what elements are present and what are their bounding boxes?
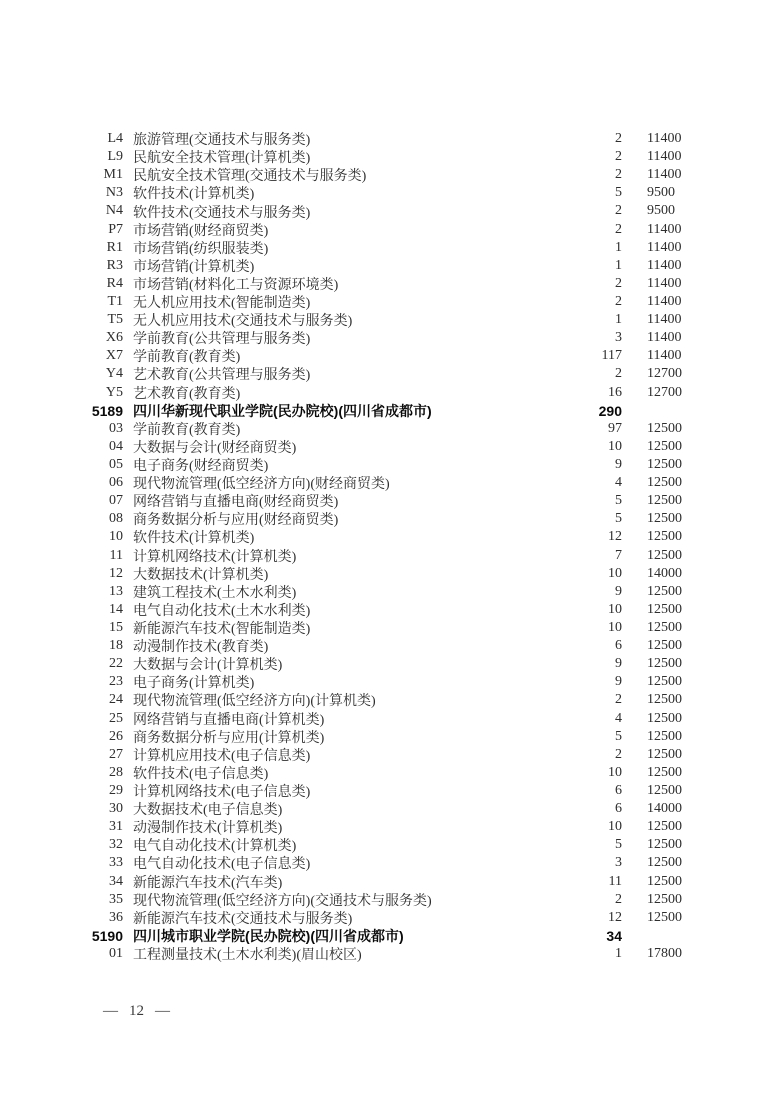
major-code: N4 xyxy=(105,203,123,219)
major-code: R3 xyxy=(106,257,123,273)
plan-count: 2 xyxy=(615,294,622,310)
major-name: 商务数据分析与应用(财经商贸类) xyxy=(133,513,339,529)
major-code: T5 xyxy=(107,312,123,328)
major-code: 08 xyxy=(109,511,123,527)
major-code: 22 xyxy=(109,656,123,672)
major-code: Y4 xyxy=(105,366,123,382)
plan-count: 2 xyxy=(615,891,622,907)
plan-count: 6 xyxy=(615,782,622,798)
major-name: 现代物流管理(低空经济方向)(财经商贸类) xyxy=(133,477,390,493)
major-name: 艺术教育(教育类) xyxy=(133,386,241,402)
major-code: R4 xyxy=(106,275,123,291)
table-row xyxy=(87,438,700,456)
major-code: 29 xyxy=(109,782,123,798)
major-code: 04 xyxy=(109,438,123,454)
school-name: 四川城市职业学院(民办院校)(四川省成都市) xyxy=(133,927,404,944)
tuition-fee: 11400 xyxy=(647,312,682,328)
school-header-row xyxy=(87,927,700,945)
plan-count: 1 xyxy=(615,239,622,255)
tuition-fee: 11400 xyxy=(647,149,682,165)
table-row xyxy=(87,365,700,383)
table-row xyxy=(87,818,700,836)
major-code: 06 xyxy=(109,475,123,491)
plan-count: 4 xyxy=(615,475,622,491)
plan-count: 5 xyxy=(615,837,622,853)
school-name: 四川华新现代职业学院(民办院校)(四川省成都市) xyxy=(133,402,432,419)
major-code: 33 xyxy=(109,855,123,871)
table-row xyxy=(87,764,700,782)
major-name: 建筑工程技术(土木水利类) xyxy=(133,585,297,601)
school-total-count: 34 xyxy=(606,927,622,944)
tuition-fee: 12500 xyxy=(647,438,682,454)
major-code: 12 xyxy=(109,565,123,581)
table-row xyxy=(87,166,700,184)
major-name: 无人机应用技术(交通技术与服务类) xyxy=(133,314,353,330)
major-name: 网络营销与直播电商(财经商贸类) xyxy=(133,495,339,511)
major-code: 36 xyxy=(109,909,123,925)
tuition-fee: 11400 xyxy=(647,221,682,237)
plan-count: 1 xyxy=(615,312,622,328)
school-total-count: 290 xyxy=(598,402,622,419)
tuition-fee: 12500 xyxy=(647,782,682,798)
table-row xyxy=(87,221,700,239)
table-row xyxy=(87,239,700,257)
plan-count: 6 xyxy=(615,638,622,654)
tuition-fee: 12500 xyxy=(647,855,682,871)
major-code: 11 xyxy=(109,547,123,563)
plan-count: 2 xyxy=(615,221,622,237)
plan-count: 9 xyxy=(615,457,622,473)
table-row xyxy=(87,184,700,202)
plan-count: 12 xyxy=(608,529,622,545)
plan-count: 10 xyxy=(608,601,622,617)
table-row xyxy=(87,148,700,166)
major-name: 旅游管理(交通技术与服务类) xyxy=(133,133,311,149)
major-name: 电子商务(财经商贸类) xyxy=(133,459,269,475)
major-name: 大数据与会计(计算机类) xyxy=(133,658,283,674)
major-name: 动漫制作技术(计算机类) xyxy=(133,821,283,837)
tuition-fee: 12500 xyxy=(647,656,682,672)
major-name: 计算机应用技术(电子信息类) xyxy=(133,748,311,764)
plan-count: 4 xyxy=(615,710,622,726)
plan-count: 5 xyxy=(615,511,622,527)
major-code: X6 xyxy=(105,330,123,346)
plan-count: 2 xyxy=(615,131,622,147)
table-row xyxy=(87,257,700,275)
tuition-fee: 12500 xyxy=(647,511,682,527)
plan-count: 5 xyxy=(615,728,622,744)
plan-count: 1 xyxy=(615,257,622,273)
major-name: 计算机网络技术(电子信息类) xyxy=(133,785,311,800)
major-name: 市场营销(材料化工与资源环境类) xyxy=(133,277,339,293)
plan-count: 117 xyxy=(601,348,622,364)
plan-count: 2 xyxy=(615,692,622,708)
major-code: 32 xyxy=(109,837,123,853)
table-row xyxy=(87,528,700,546)
major-name: 新能源汽车技术(交通技术与服务类) xyxy=(133,911,353,927)
major-name: 电气自动化技术(计算机类) xyxy=(133,839,297,855)
tuition-fee: 12500 xyxy=(647,529,682,545)
major-name: 学前教育(公共管理与服务类) xyxy=(133,332,311,348)
table-row xyxy=(87,710,700,728)
major-name: 现代物流管理(低空经济方向)(交通技术与服务类) xyxy=(133,893,432,909)
tuition-fee: 12500 xyxy=(647,583,682,599)
major-code: 25 xyxy=(109,710,123,726)
major-name: 艺术教育(公共管理与服务类) xyxy=(133,368,311,384)
tuition-fee: 12500 xyxy=(647,837,682,853)
tuition-fee: 12500 xyxy=(647,819,682,835)
plan-count: 11 xyxy=(608,873,622,889)
footer-right-dash: — xyxy=(155,1003,170,1019)
major-name: 大数据技术(电子信息类) xyxy=(133,803,283,819)
major-name: 市场营销(计算机类) xyxy=(133,259,255,275)
major-name: 现代物流管理(低空经济方向)(计算机类) xyxy=(133,694,376,710)
table-row xyxy=(87,728,700,746)
table-row xyxy=(87,583,700,601)
plan-count: 7 xyxy=(615,547,622,563)
table-row xyxy=(87,492,700,510)
table-row xyxy=(87,655,700,673)
plan-count: 9 xyxy=(615,674,622,690)
major-code: 24 xyxy=(109,692,123,708)
table-row xyxy=(87,782,700,800)
major-code: 03 xyxy=(109,420,123,436)
tuition-fee: 9500 xyxy=(647,185,675,201)
table-row xyxy=(87,311,700,329)
major-code: 31 xyxy=(109,819,123,835)
plan-count: 12 xyxy=(608,909,622,925)
major-name: 商务数据分析与应用(计算机类) xyxy=(133,730,325,746)
table-row xyxy=(87,474,700,492)
table-row xyxy=(87,746,700,764)
major-name: 大数据技术(计算机类) xyxy=(133,567,269,583)
tuition-fee: 12500 xyxy=(647,547,682,563)
tuition-fee: 11400 xyxy=(647,330,682,346)
major-code: 34 xyxy=(109,873,123,889)
major-code: 14 xyxy=(109,601,123,617)
plan-count: 10 xyxy=(608,620,622,635)
major-code: X7 xyxy=(105,348,123,364)
plan-count: 5 xyxy=(615,185,622,201)
major-name: 计算机网络技术(计算机类) xyxy=(133,549,297,565)
major-name: 新能源汽车技术(智能制造类) xyxy=(133,622,311,638)
major-code: L4 xyxy=(107,131,123,147)
plan-count: 5 xyxy=(615,493,622,509)
major-code: T1 xyxy=(107,294,123,310)
table-row xyxy=(87,637,700,655)
major-name: 新能源汽车技术(汽车类) xyxy=(133,875,283,891)
table-row xyxy=(87,347,700,365)
major-code: 27 xyxy=(109,746,123,762)
plan-count: 3 xyxy=(615,330,622,346)
major-code: 30 xyxy=(109,801,123,817)
tuition-fee: 12500 xyxy=(647,873,682,889)
major-code: 26 xyxy=(109,728,123,744)
tuition-fee: 12500 xyxy=(647,692,682,708)
plan-count: 2 xyxy=(615,366,622,382)
tuition-fee: 12500 xyxy=(647,601,682,617)
plan-count: 2 xyxy=(615,203,622,219)
table-row xyxy=(87,854,700,872)
plan-count: 10 xyxy=(608,819,622,835)
table-row xyxy=(87,872,700,890)
tuition-fee: 12500 xyxy=(647,638,682,654)
major-name: 软件技术(电子信息类) xyxy=(133,766,269,782)
page-number: 12 xyxy=(129,1003,144,1019)
plan-count: 2 xyxy=(615,149,622,165)
tuition-fee: 12500 xyxy=(647,746,682,762)
school-code: 5190 xyxy=(91,927,123,944)
footer-left-dash: — xyxy=(103,1003,118,1019)
major-code: 01 xyxy=(109,945,123,961)
school-header-row xyxy=(87,402,700,420)
major-code: 28 xyxy=(109,764,123,780)
major-code: Y5 xyxy=(105,384,123,400)
major-code: 13 xyxy=(109,583,123,599)
major-code: 35 xyxy=(109,891,123,907)
table-row xyxy=(87,673,700,691)
table-row xyxy=(87,130,700,148)
tuition-fee: 12500 xyxy=(647,764,682,780)
table-row xyxy=(87,456,700,474)
plan-count: 10 xyxy=(608,565,622,581)
major-code: P7 xyxy=(108,221,123,237)
tuition-fee: 12500 xyxy=(647,420,682,436)
tuition-fee: 12500 xyxy=(647,674,682,690)
major-name: 软件技术(计算机类) xyxy=(133,531,255,547)
plan-count: 6 xyxy=(615,801,622,817)
plan-count: 9 xyxy=(615,656,622,672)
major-code: 18 xyxy=(109,638,123,654)
plan-count: 97 xyxy=(608,420,622,436)
major-name: 市场营销(纺织服装类) xyxy=(133,241,269,257)
plan-count: 2 xyxy=(615,167,622,183)
major-code: 15 xyxy=(109,620,123,635)
major-code: 05 xyxy=(109,457,123,473)
tuition-fee: 12500 xyxy=(647,710,682,726)
table-row xyxy=(87,420,700,438)
major-name: 软件技术(计算机类) xyxy=(133,187,255,203)
major-name: 动漫制作技术(教育类) xyxy=(133,640,269,656)
plan-count: 3 xyxy=(615,855,622,871)
plan-count: 9 xyxy=(615,583,622,599)
major-name: 电气自动化技术(土木水利类) xyxy=(133,603,311,619)
plan-count: 10 xyxy=(608,764,622,780)
table-row xyxy=(87,601,700,619)
major-code: R1 xyxy=(106,239,123,255)
plan-count: 2 xyxy=(615,275,622,291)
tuition-fee: 9500 xyxy=(647,203,675,219)
tuition-fee: 12700 xyxy=(647,384,682,400)
enrollment-table xyxy=(87,130,700,963)
tuition-fee: 12500 xyxy=(647,728,682,744)
table-row xyxy=(87,909,700,927)
table-row xyxy=(87,691,700,709)
major-name: 电子商务(计算机类) xyxy=(133,676,255,692)
tuition-fee: 11400 xyxy=(647,348,682,364)
major-name: 民航安全技术管理(计算机类) xyxy=(133,151,311,167)
tuition-fee: 12500 xyxy=(647,457,682,473)
major-name: 软件技术(交通技术与服务类) xyxy=(133,205,311,221)
plan-count: 10 xyxy=(608,438,622,454)
table-row xyxy=(87,619,700,637)
tuition-fee: 12500 xyxy=(647,475,682,491)
major-name: 民航安全技术管理(交通技术与服务类) xyxy=(133,169,367,185)
major-code: M1 xyxy=(103,167,123,183)
plan-count: 1 xyxy=(615,945,622,961)
page-footer xyxy=(103,1003,170,1020)
table-row xyxy=(87,510,700,528)
major-code: L9 xyxy=(107,149,123,165)
major-name: 大数据与会计(财经商贸类) xyxy=(133,440,297,456)
tuition-fee: 11400 xyxy=(647,239,682,255)
table-row xyxy=(87,565,700,583)
tuition-fee: 14000 xyxy=(647,565,682,581)
table-row xyxy=(87,800,700,818)
plan-count: 2 xyxy=(615,746,622,762)
tuition-fee: 17800 xyxy=(647,945,682,961)
table-row xyxy=(87,329,700,347)
tuition-fee: 12500 xyxy=(647,493,682,509)
major-name: 市场营销(财经商贸类) xyxy=(133,223,269,239)
tuition-fee: 12700 xyxy=(647,366,682,382)
major-code: 23 xyxy=(109,674,123,690)
tuition-fee: 12500 xyxy=(647,891,682,907)
plan-count: 16 xyxy=(608,384,622,400)
tuition-fee: 11400 xyxy=(647,131,682,147)
table-row xyxy=(87,547,700,565)
major-name: 无人机应用技术(智能制造类) xyxy=(133,296,311,312)
major-name: 学前教育(教育类) xyxy=(133,350,241,366)
major-name: 工程测量技术(土木水利类)(眉山校区) xyxy=(133,947,362,963)
table-row xyxy=(87,891,700,909)
major-code: N3 xyxy=(105,185,123,201)
major-name: 电气自动化技术(电子信息类) xyxy=(133,857,311,873)
tuition-fee: 11400 xyxy=(647,275,682,291)
school-code: 5189 xyxy=(91,402,123,419)
table-row xyxy=(87,945,700,963)
tuition-fee: 11400 xyxy=(647,167,682,183)
tuition-fee: 12500 xyxy=(647,909,682,925)
table-row xyxy=(87,836,700,854)
tuition-fee: 11400 xyxy=(647,294,682,310)
major-name: 学前教育(教育类) xyxy=(133,422,241,438)
table-row xyxy=(87,202,700,220)
major-code: 10 xyxy=(109,529,123,545)
tuition-fee: 12500 xyxy=(647,620,682,635)
table-row xyxy=(87,293,700,311)
major-code: 07 xyxy=(109,493,123,509)
table-row xyxy=(87,384,700,402)
table-row xyxy=(87,275,700,293)
major-name: 网络营销与直播电商(计算机类) xyxy=(133,712,325,728)
tuition-fee: 11400 xyxy=(647,257,682,273)
tuition-fee: 14000 xyxy=(647,801,682,817)
